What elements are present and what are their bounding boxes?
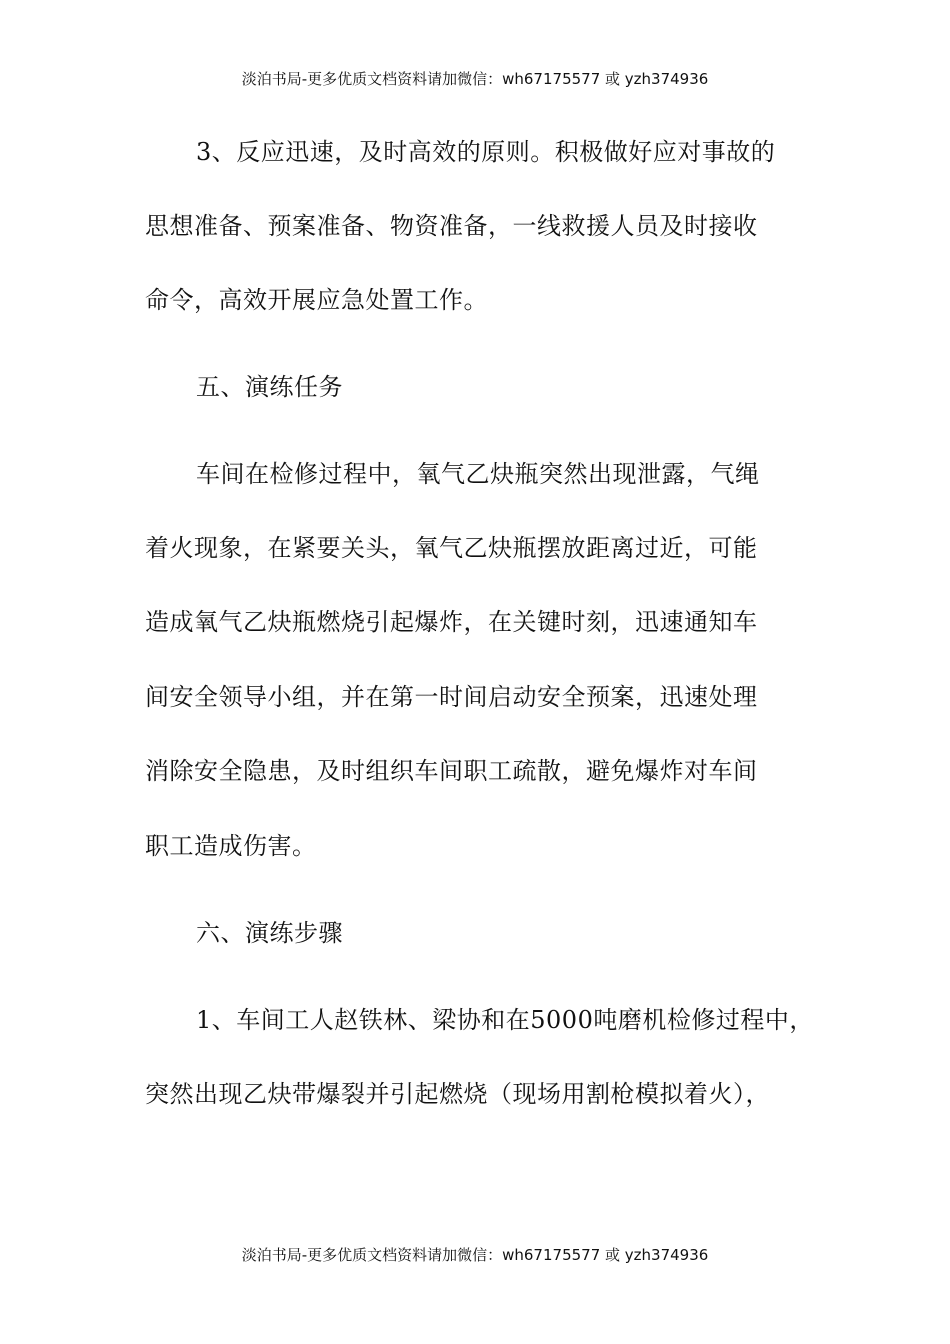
paragraph-line: 突然出现乙炔带爆裂并引起燃烧（现场用割枪模拟着火）， xyxy=(145,1080,770,1108)
paragraph-line: 3、反应迅速，及时高效的原则。积极做好应对事故的 xyxy=(196,138,776,166)
paragraph-line: 1、车间工人赵铁林、梁协和在5000吨磨机检修过程中， xyxy=(196,1006,814,1034)
paragraph-line: 间安全领导小组，并在第一时间启动安全预案，迅速处理 xyxy=(145,683,758,711)
page-footer: 淡泊书局-更多优质文档资料请加微信：wh67175577 或 yzh374936 xyxy=(241,1246,709,1264)
section-heading: 五、演练任务 xyxy=(196,373,343,401)
paragraph-line: 消除安全隐患，及时组织车间职工疏散，避免爆炸对车间 xyxy=(145,757,758,785)
section-heading: 六、演练步骤 xyxy=(196,919,343,947)
page-header: 淡泊书局-更多优质文档资料请加微信：wh67175577 或 yzh374936 xyxy=(241,70,709,88)
paragraph-line: 造成氧气乙炔瓶燃烧引起爆炸，在关键时刻，迅速通知车 xyxy=(145,608,758,636)
paragraph-line: 命令，高效开展应急处置工作。 xyxy=(145,286,488,314)
paragraph-line: 车间在检修过程中，氧气乙炔瓶突然出现泄露，气绳 xyxy=(196,460,760,488)
paragraph-line: 思想准备、预案准备、物资准备，一线救援人员及时接收 xyxy=(145,212,758,240)
paragraph-line: 职工造成伤害。 xyxy=(145,832,317,860)
paragraph-line: 着火现象，在紧要关头，氧气乙炔瓶摆放距离过近，可能 xyxy=(145,534,758,562)
